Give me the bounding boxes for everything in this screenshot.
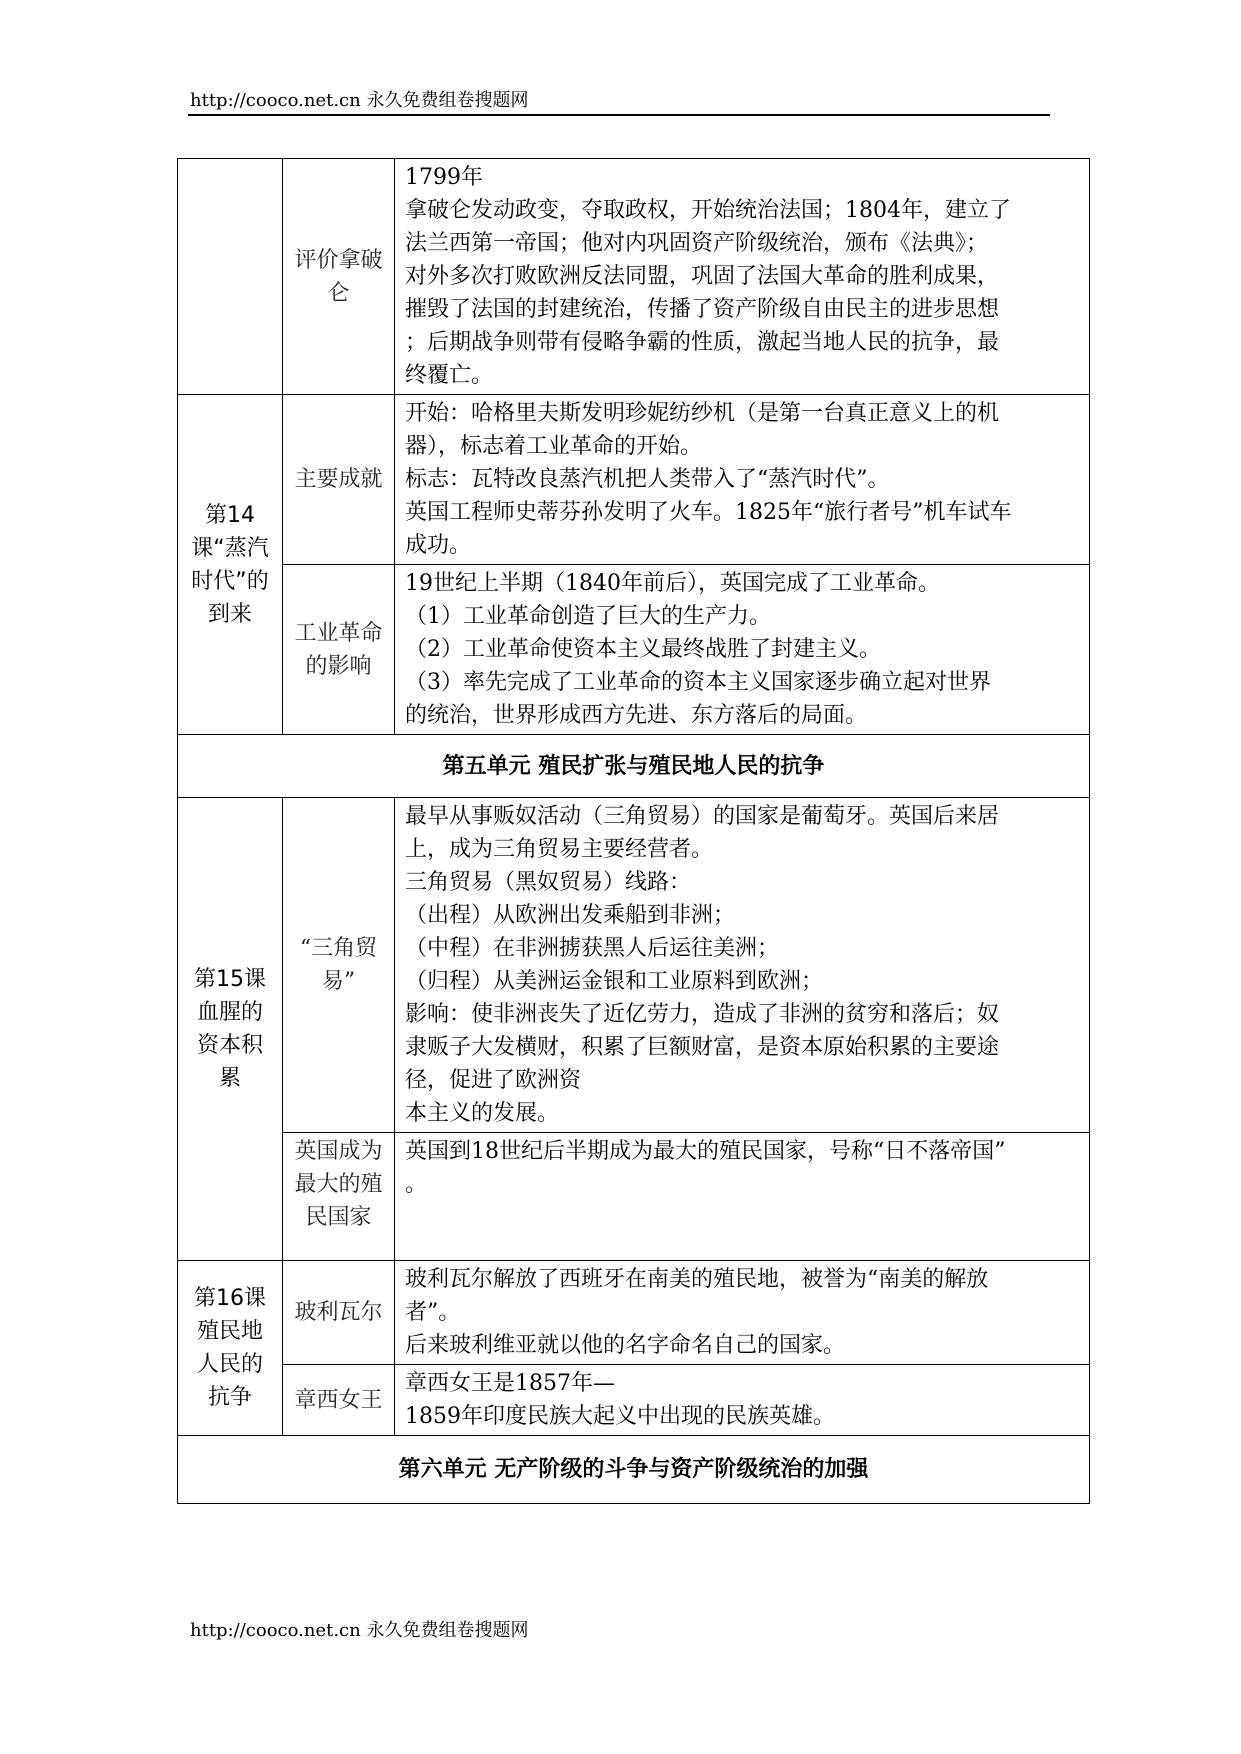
topic-british-empire: 英国成为最大的殖民国家: [283, 1133, 395, 1261]
row-bolivar: [178, 1261, 1090, 1365]
content-line: 本主义的发展。: [405, 1101, 560, 1126]
row-triangle-trade: [178, 798, 1090, 1133]
content-line: （出程）从欧洲出发乘船到非洲；: [405, 903, 736, 928]
content-bolivar: [395, 1261, 1090, 1365]
content-line: ；后期战争则带有侵略争霸的性质，激起当地人民的抗争，最: [405, 330, 1000, 355]
content-line: 终覆亡。: [405, 363, 494, 388]
content-line: 器），标志着工业革命的开始。: [405, 434, 703, 459]
content-achievements: [395, 395, 1090, 565]
row-unit-5: [178, 735, 1090, 798]
content-line: 的统治，世界形成西方先进、东方落后的局面。: [405, 703, 868, 728]
topic-rani-of-jhansi: 章西女王: [283, 1365, 395, 1436]
content-line: 英国工程师史蒂芬孙发明了火车。1825年“旅行者号”机车试车: [405, 500, 1012, 525]
topic-achievements: 主要成就: [283, 395, 395, 565]
content-british-empire: [395, 1133, 1090, 1261]
content-line: 径，促进了欧洲资: [405, 1068, 582, 1093]
content-line: （2）工业革命使资本主义最终战胜了封建主义。: [405, 637, 881, 662]
content-line: （3）率先完成了工业革命的资本主义国家逐步确立起对世界: [405, 670, 991, 695]
content-line: 玻利瓦尔解放了西班牙在南美的殖民地，被誉为“南美的解放: [405, 1267, 989, 1292]
header-rule: [188, 114, 1050, 116]
history-summary-table: [177, 158, 1090, 1504]
content-line: 成功。: [405, 533, 472, 558]
page-footer-site: http://cooco.net.cn 永久免费组卷搜题网: [190, 1620, 529, 1641]
content-line: 摧毁了法国的封建统治，传播了资产阶级自由民主的进步思想: [405, 297, 1000, 322]
content-line: （中程）在非洲掳获黑人后运往美洲；: [405, 936, 780, 961]
content-line: （归程）从美洲运金银和工业原料到欧洲；: [405, 969, 824, 994]
row-napoleon: [178, 159, 1090, 395]
content-line: 隶贩子大发横财，积累了巨额财富，是资本原始积累的主要途: [405, 1035, 1000, 1060]
topic-impact: 工业革命的影响: [283, 565, 395, 735]
content-line: 法兰西第一帝国；他对内巩固资产阶级统治，颁布《法典》；: [405, 231, 989, 256]
row-industrial-achievements: [178, 395, 1090, 565]
topic-napoleon: 评价拿破仑: [283, 159, 395, 395]
content-line: 英国到18世纪后半期成为最大的殖民国家，号称“日不落帝国”: [405, 1139, 1006, 1164]
unit-6-heading: 第六单元 无产阶级的斗争与资产阶级统治的加强: [178, 1436, 1090, 1504]
row-rani-of-jhansi: [178, 1365, 1090, 1436]
row-british-empire: [178, 1133, 1090, 1261]
content-line: 上，成为三角贸易主要经营者。: [405, 837, 714, 862]
content-line: 标志：瓦特改良蒸汽机把人类带入了“蒸汽时代”。: [405, 467, 890, 492]
content-line: 19世纪上半期（1840年前后），英国完成了工业革命。: [405, 571, 940, 596]
lesson-16-title: 第16课殖民地人民的抗争: [178, 1261, 283, 1436]
content-triangle-trade: [395, 798, 1090, 1133]
topic-bolivar: 玻利瓦尔: [283, 1261, 395, 1365]
content-line: 者”。: [405, 1300, 461, 1325]
topic-triangle-trade: “三角贸易”: [283, 798, 395, 1133]
content-line: 最早从事贩奴活动（三角贸易）的国家是葡萄牙。英国后来居: [405, 804, 1000, 829]
content-line: 拿破仑发动政变，夺取政权，开始统治法国；1804年，建立了: [405, 198, 1011, 223]
content-line: 开始：哈格里夫斯发明珍妮纺纱机（是第一台真正意义上的机: [405, 401, 1000, 426]
content-line: 对外多次打败欧洲反法同盟，巩固了法国大革命的胜利成果，: [405, 264, 1000, 289]
content-napoleon: [395, 159, 1090, 395]
content-line: 后来玻利维亚就以他的名字命名自己的国家。: [405, 1333, 846, 1358]
content-line: 。: [405, 1172, 428, 1197]
unit-5-heading: 第五单元 殖民扩张与殖民地人民的抗争: [178, 735, 1090, 798]
content-line: （1）工业革命创造了巨大的生产力。: [405, 604, 771, 629]
lesson-14-title: 第14课“蒸汽时代”的到来: [178, 395, 283, 735]
row-unit-6: [178, 1436, 1090, 1504]
content-line: 三角贸易（黑奴贸易）线路：: [405, 870, 692, 895]
content-line: 影响：使非洲丧失了近亿劳力，造成了非洲的贫穷和落后；奴: [405, 1002, 1000, 1027]
content-impact: [395, 565, 1090, 735]
page-header-site: http://cooco.net.cn 永久免费组卷搜题网: [190, 90, 529, 111]
content-line: 1799年: [405, 165, 483, 190]
content-line: 1859年印度民族大起义中出现的民族英雄。: [405, 1404, 835, 1429]
row-industrial-impact: [178, 565, 1090, 735]
content-line: 章西女王是1857年—: [405, 1371, 615, 1396]
content-rani-of-jhansi: [395, 1365, 1090, 1436]
lesson-cell-blank: [178, 159, 283, 395]
lesson-15-title: 第15课血腥的资本积累: [178, 798, 283, 1261]
